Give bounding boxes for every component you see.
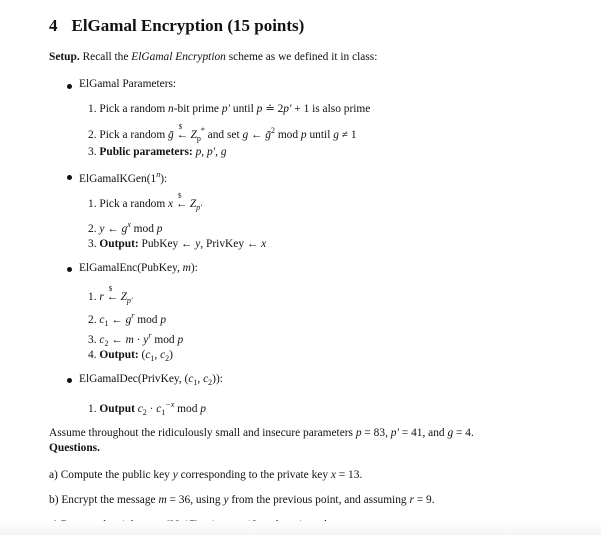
random-arrow-icon: $ ← bbox=[176, 123, 188, 141]
question-b: b) Encrypt the message m = 36, using y from the previous point, and assuming r = 9. bbox=[49, 494, 435, 506]
step-label: Public parameters: bbox=[99, 146, 193, 158]
param-p: 83 bbox=[373, 427, 386, 439]
enc-step-2: 2. $c_1$ ← $g^r$ mod p bbox=[88, 311, 167, 328]
page-bottom-edge bbox=[0, 521, 601, 535]
scheme-name: ElGamal Encryption bbox=[131, 51, 226, 63]
step-number: 3. bbox=[88, 334, 97, 346]
keygen-step-1: 1. Pick a random x $ ← $Z_{p'}$ bbox=[88, 192, 202, 212]
dec-step-1: 1. Output $c_2 \cdot c_1^{-x}$ mod p bbox=[88, 400, 206, 417]
setup-text-before: Recall the bbox=[82, 51, 129, 63]
dec-heading: ElGamalDec(PrivKey, ($c_1$, $c_2$)): bbox=[79, 373, 223, 387]
parameters-step-1: 1. Pick a random n-bit prime p′ until p ≐ 2p′ + 1 is also prime bbox=[88, 103, 371, 115]
enc-step-3: 3. $c_2$ ← $m \cdot y^r$ mod p bbox=[88, 331, 184, 348]
step-number: 1. bbox=[88, 403, 97, 415]
assumption-line: Assume throughout the ridiculously small and insecure parameters p = 83, p′ = 41, and g = 4. bbox=[49, 427, 474, 439]
param-p-prime: 41 bbox=[411, 427, 423, 439]
public-params: p, p′, g bbox=[195, 146, 227, 158]
setup-label: Setup. bbox=[49, 51, 80, 63]
section-number: 4 bbox=[49, 16, 58, 35]
step-label: Output: bbox=[99, 349, 139, 361]
step-label: Output: bbox=[99, 238, 139, 250]
step-number: 4. bbox=[88, 349, 97, 361]
bullet-icon bbox=[67, 84, 72, 89]
step-number: 1. bbox=[88, 198, 97, 210]
keygen-heading: ElGamalKGen(1$^n$): bbox=[79, 170, 168, 185]
step-number: 1. bbox=[88, 103, 97, 115]
keygen-step-3: 3. Output: PubKey ← y, PrivKey ← x bbox=[88, 238, 267, 250]
enc-step-1: 1. r $ ← $Z_{p'}$ bbox=[88, 285, 133, 305]
questions-label bbox=[49, 441, 100, 455]
enc-step-4: 4. Output: ($c_1$, $c_2$) bbox=[88, 349, 173, 363]
parameters-step-3 bbox=[88, 145, 227, 159]
parameters-step-2: 2. Pick a random ḡ $ ← $Z_p^*$ and set g ← ḡ$^2$ mod p until g ≠ 1 bbox=[88, 123, 357, 143]
parameters-heading: ElGamal Parameters: bbox=[79, 78, 177, 90]
questions-label-text: Questions. bbox=[49, 442, 100, 454]
step-number: 2. bbox=[88, 223, 97, 235]
random-arrow-icon: $ ← bbox=[106, 285, 119, 303]
step-number: 3. bbox=[88, 238, 97, 250]
step-number: 2. bbox=[88, 314, 97, 326]
question-a: a) Compute the public key y corresponding to the private key x = 13. bbox=[49, 469, 363, 481]
setup-line bbox=[49, 50, 377, 64]
bullet-icon bbox=[67, 378, 72, 383]
bullet-icon bbox=[67, 175, 72, 180]
param-g: 4 bbox=[465, 427, 471, 439]
step-number: 1. bbox=[88, 291, 97, 303]
step-number: 2. bbox=[88, 129, 97, 141]
setup-text-after: scheme as we defined it in class: bbox=[228, 51, 378, 63]
bullet-icon bbox=[67, 267, 72, 272]
step-label: Output bbox=[99, 403, 135, 415]
step-number: 3. bbox=[88, 146, 97, 158]
section-title: ElGamal Encryption (15 points) bbox=[71, 16, 305, 35]
keygen-step-2: 2. y ← $g^x$ mod p bbox=[88, 220, 163, 235]
question-letter: b) bbox=[49, 494, 59, 506]
question-letter: a) bbox=[49, 469, 58, 481]
section-heading bbox=[49, 16, 304, 36]
enc-heading: ElGamalEnc(PubKey, m): bbox=[79, 262, 198, 274]
random-arrow-icon: $ ← bbox=[175, 192, 188, 210]
